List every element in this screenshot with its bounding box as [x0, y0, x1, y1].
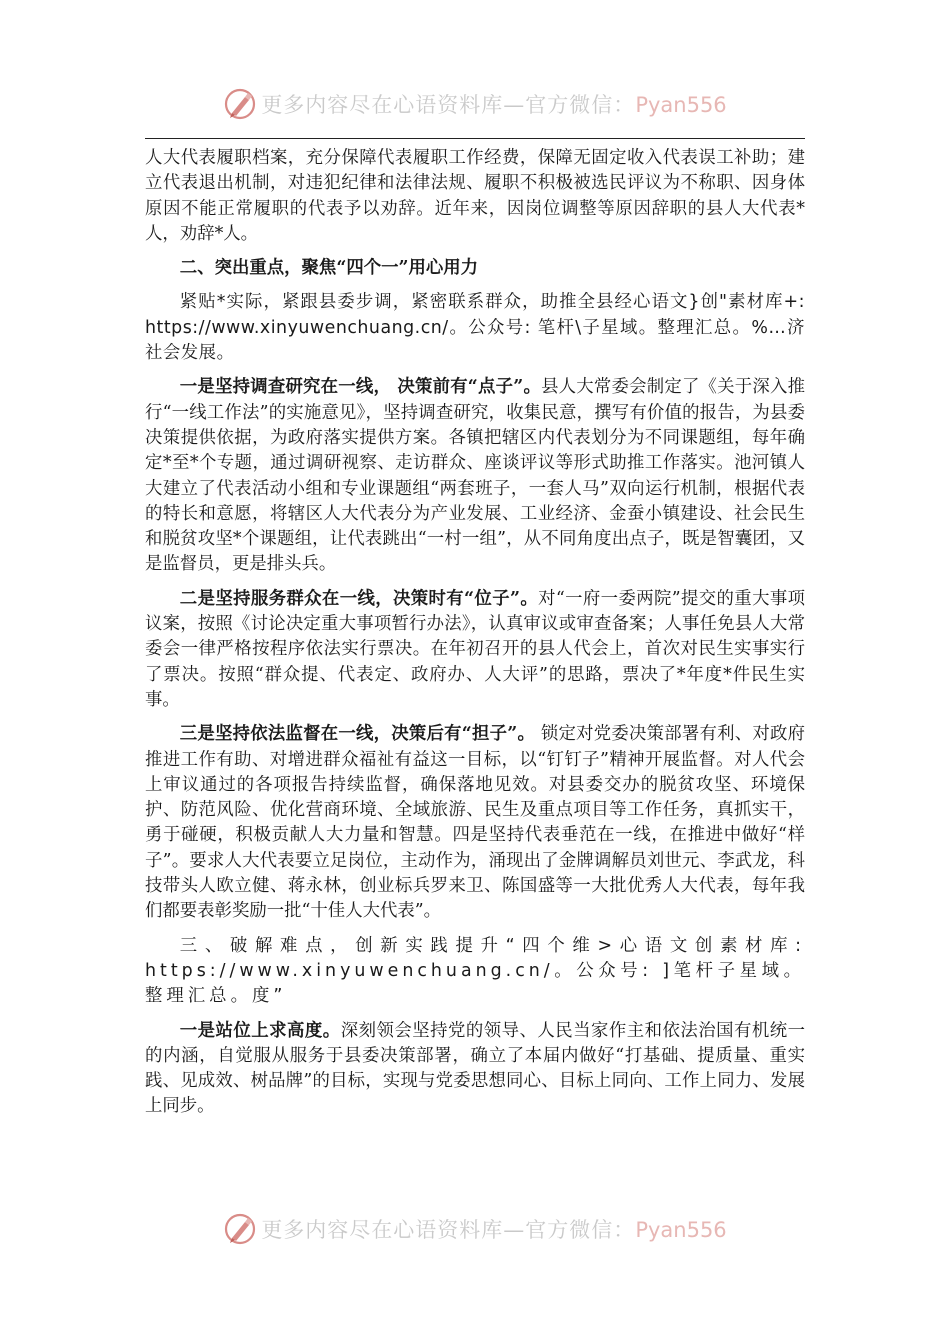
- paragraph-2: 紧贴*实际，紧跟县委步调，紧密联系群众，助推全县经心语文}创"素材库+: https://www.xinyuwenchuang.cn/。公众号: 笔杆\子星域。整理汇总。%…济社会发展。: [145, 292, 805, 364]
- paragraph-3-lead: 一是坚持调查研究在一线， 决策前有“点子”。: [179, 377, 542, 398]
- pen-logo-icon: [223, 87, 257, 121]
- footer-watermark: [0, 1209, 950, 1249]
- paragraph-4-lead: 二是坚持服务群众在一线，决策时有“位子”。: [179, 588, 539, 609]
- paragraph-4: 二是坚持服务群众在一线，决策时有“位子”。对“一府一委两院”提交的重大事项议案，按照《讨论决定重大事项暂行办法》，认真审议或审查备案；人事任免县人大常委会一律严格按程序依法实行票决。在年初召开的县人代会上，首次对民生实事实行了票决。按照“群众提、代表定、政府办、人大评”的思路，票决了*年度*件民生实事。: [145, 588, 805, 710]
- paragraph-3: 一是坚持调查研究在一线， 决策前有“点子”。县人大常委会制定了《关于深入推行“一线工作法”的实施意见》，坚持调查研究，收集民意，撰写有价值的报告，为县委决策提供依据，为政府落实提供方案。各镇把辖区内代表划分为不同课题组，每年确定*至*个专题，通过调研视察、走访群众、座谈评议等形式助推工作落实。池河镇人大建立了代表活动小组和专业课题组“两套班子，一套人马”双向运行机制，根据代表的特长和意愿，将辖区人大代表分为产业发展、工业经济、金蚕小镇建设、社会民生和脱贫攻坚*个课题组，让代表跳出“一村一组”，从不同角度出点子，既是智囊团，又是监督员，更是排头兵。: [145, 377, 805, 575]
- paragraph-6: 一是站位上求高度。深刻领会坚持党的领导、人民当家作主和依法治国有机统一的内涵，自觉服从服务于县委决策部署，确立了本届内做好“打基础、提质量、重实践、见成效、树品牌”的目标，实现与党委思想同心、目标上同向、工作上同力、发展上同步。: [145, 1020, 805, 1117]
- header-brand-text: 更多内容尽在心语资料库—官方微信：Pyan556: [261, 93, 727, 117]
- paragraph-1: 人大代表履职档案，充分保障代表履职工作经费，保障无固定收入代表误工补助；建立代表退出机制，对违犯纪律和法律法规、履职不积极被选民评议为不称职、因身体原因不能正常履职的代表予以劝辞。近年来，因岗位调整等原因辞职的县人大代表*人，劝辞*人。: [145, 148, 805, 244]
- paragraph-5-lead: 三是坚持依法监督在一线，决策后有“担子”。: [179, 724, 536, 745]
- section-heading-2: 二、突出重点，聚焦“四个一”用心用力: [179, 258, 479, 279]
- footer-brand-text: 更多内容尽在心语资料库—官方微信：Pyan556: [261, 1218, 727, 1242]
- header-rule: [145, 138, 805, 139]
- document-body: [145, 146, 805, 1120]
- paragraph-5: 三是坚持依法监督在一线，决策后有“担子”。 锁定对党委决策部署有利、对政府推进工作有助、对增进群众福祉有益这一目标，以“钉钉子”精神开展监督。对人代会上审议通过的各项报告持续监督，确保落地见效。对县委交办的脱贫攻坚、环境保护、防范风险、优化营商环境、全域旅游、民生及重点项目等工作任务，真抓实干，勇于碰硬，积极贡献人大力量和智慧。四是坚持代表垂范在一线，在推进中做好“样子”。要求人大代表要立足岗位，主动作为，涌现出了金牌调解员刘世元、李武龙，科技带头人欧立健、蒋永林，创业标兵罗来卫、陈国盛等一大批优秀人大代表，每年我们都要表彰奖励一批“十佳人大代表”。: [145, 724, 806, 922]
- paragraph-6-lead: 一是站位上求高度。: [179, 1020, 341, 1041]
- header-watermark: [0, 84, 950, 124]
- section-heading-3: 三、破解难点，创新实践提升“四个维>心语文创素材库: https://www.xinyuwenchuang.cn/。公众号: ]笔杆子星域。整理汇总。度”: [145, 935, 805, 1007]
- pen-logo-icon: [223, 1212, 257, 1246]
